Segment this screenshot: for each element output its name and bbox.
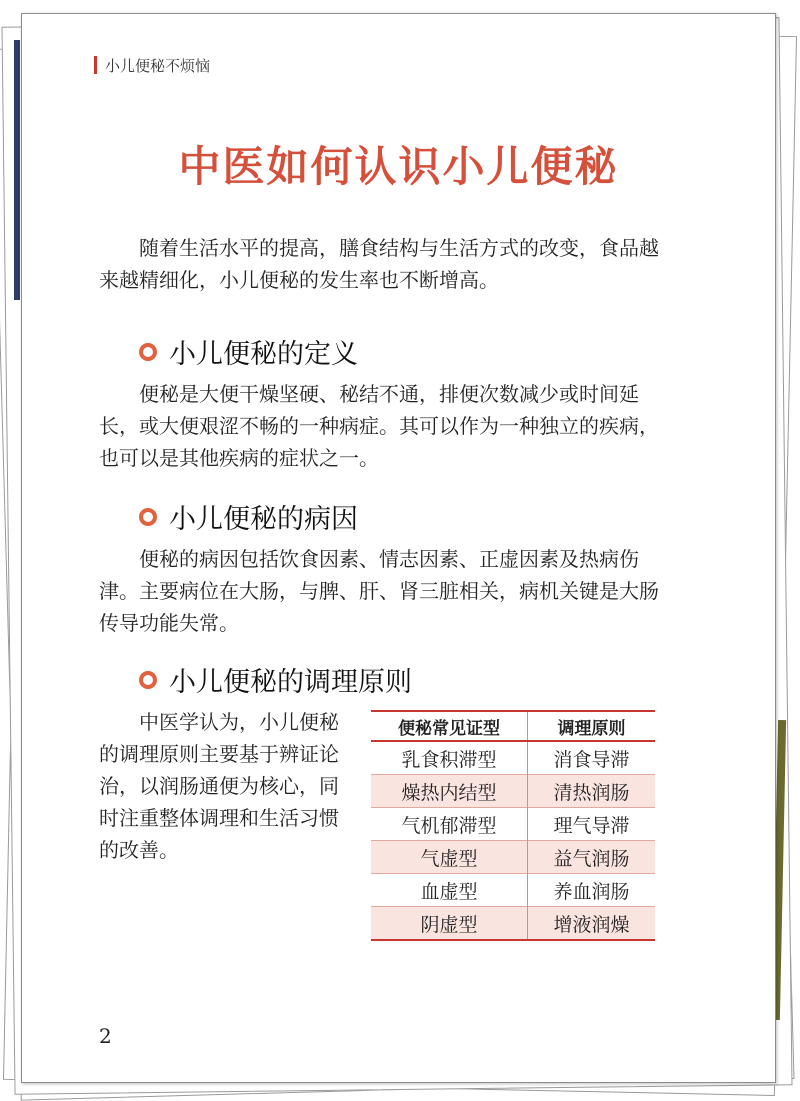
section-heading-definition (139, 332, 358, 371)
page-edge-left (14, 40, 20, 300)
running-header-title: 小儿便秘不烦恼 (105, 56, 211, 75)
page-number: 2 (99, 1024, 112, 1048)
table-row (371, 741, 655, 775)
syndrome-table (371, 710, 655, 941)
circle-ring-icon (139, 508, 157, 526)
table-header-cell: 调理原则 (557, 718, 626, 739)
principles-paragraph: 中医学认为，小儿便秘的调理原则主要基于辨证论治，以润肠通便为核心，同时注重整体调理和生活习惯的改善。 (99, 710, 339, 862)
causes-paragraph: 便秘的病因包括饮食因素、情志因素、正虚因素及热病伤津。主要病位在大肠，与脾、肝、肾三脏相关，病机关键是大肠传导功能失常。 (99, 547, 659, 635)
section-heading-text: 小儿便秘的调理原则 (169, 667, 412, 698)
table-cell: 清热润肠 (528, 775, 656, 808)
table-cell: 乳食积滞型 (371, 741, 528, 775)
table-cell: 消食导滞 (553, 748, 630, 771)
table-cell: 气虚型 (371, 841, 528, 874)
table-cell: 养血润肠 (553, 880, 630, 903)
table-row (371, 907, 655, 941)
table-row (371, 808, 655, 841)
table-header-row (371, 711, 655, 741)
intro-paragraph: 随着生活水平的提高，膳食结构与生活方式的改变，食品越来越精细化，小儿便秘的发生率也不断增高。 (99, 236, 659, 292)
table-cell: 阴虚型 (371, 907, 528, 941)
circle-ring-icon (139, 343, 157, 361)
running-header-bar (94, 56, 97, 74)
section-heading-text: 小儿便秘的病因 (169, 504, 358, 535)
section-heading-principles (139, 660, 412, 699)
definition-paragraph: 便秘是大便干燥坚硬、秘结不通，排便次数减少或时间延长，或大便艰涩不畅的一种病症。其可以作为一种独立的疾病，也可以是其他疾病的症状之一。 (99, 382, 659, 470)
table-row (371, 874, 655, 907)
table-cell: 益气润肠 (528, 841, 656, 874)
table-header-cell: 便秘常见证型 (371, 711, 528, 741)
running-header (94, 54, 210, 76)
section-heading-text: 小儿便秘的定义 (169, 339, 358, 370)
circle-ring-icon (139, 671, 157, 689)
table-cell: 增液润燥 (528, 907, 656, 941)
table-cell: 气机郁滞型 (371, 808, 528, 841)
book-page (21, 13, 776, 1083)
section-heading-causes (139, 497, 358, 536)
table-cell: 血虚型 (371, 874, 528, 907)
table-row (371, 775, 655, 808)
table-row (371, 841, 655, 874)
page-title: 中医如何认识小儿便秘 (178, 142, 619, 191)
table-cell: 燥热内结型 (371, 775, 528, 808)
table-cell: 理气导滞 (553, 814, 630, 837)
